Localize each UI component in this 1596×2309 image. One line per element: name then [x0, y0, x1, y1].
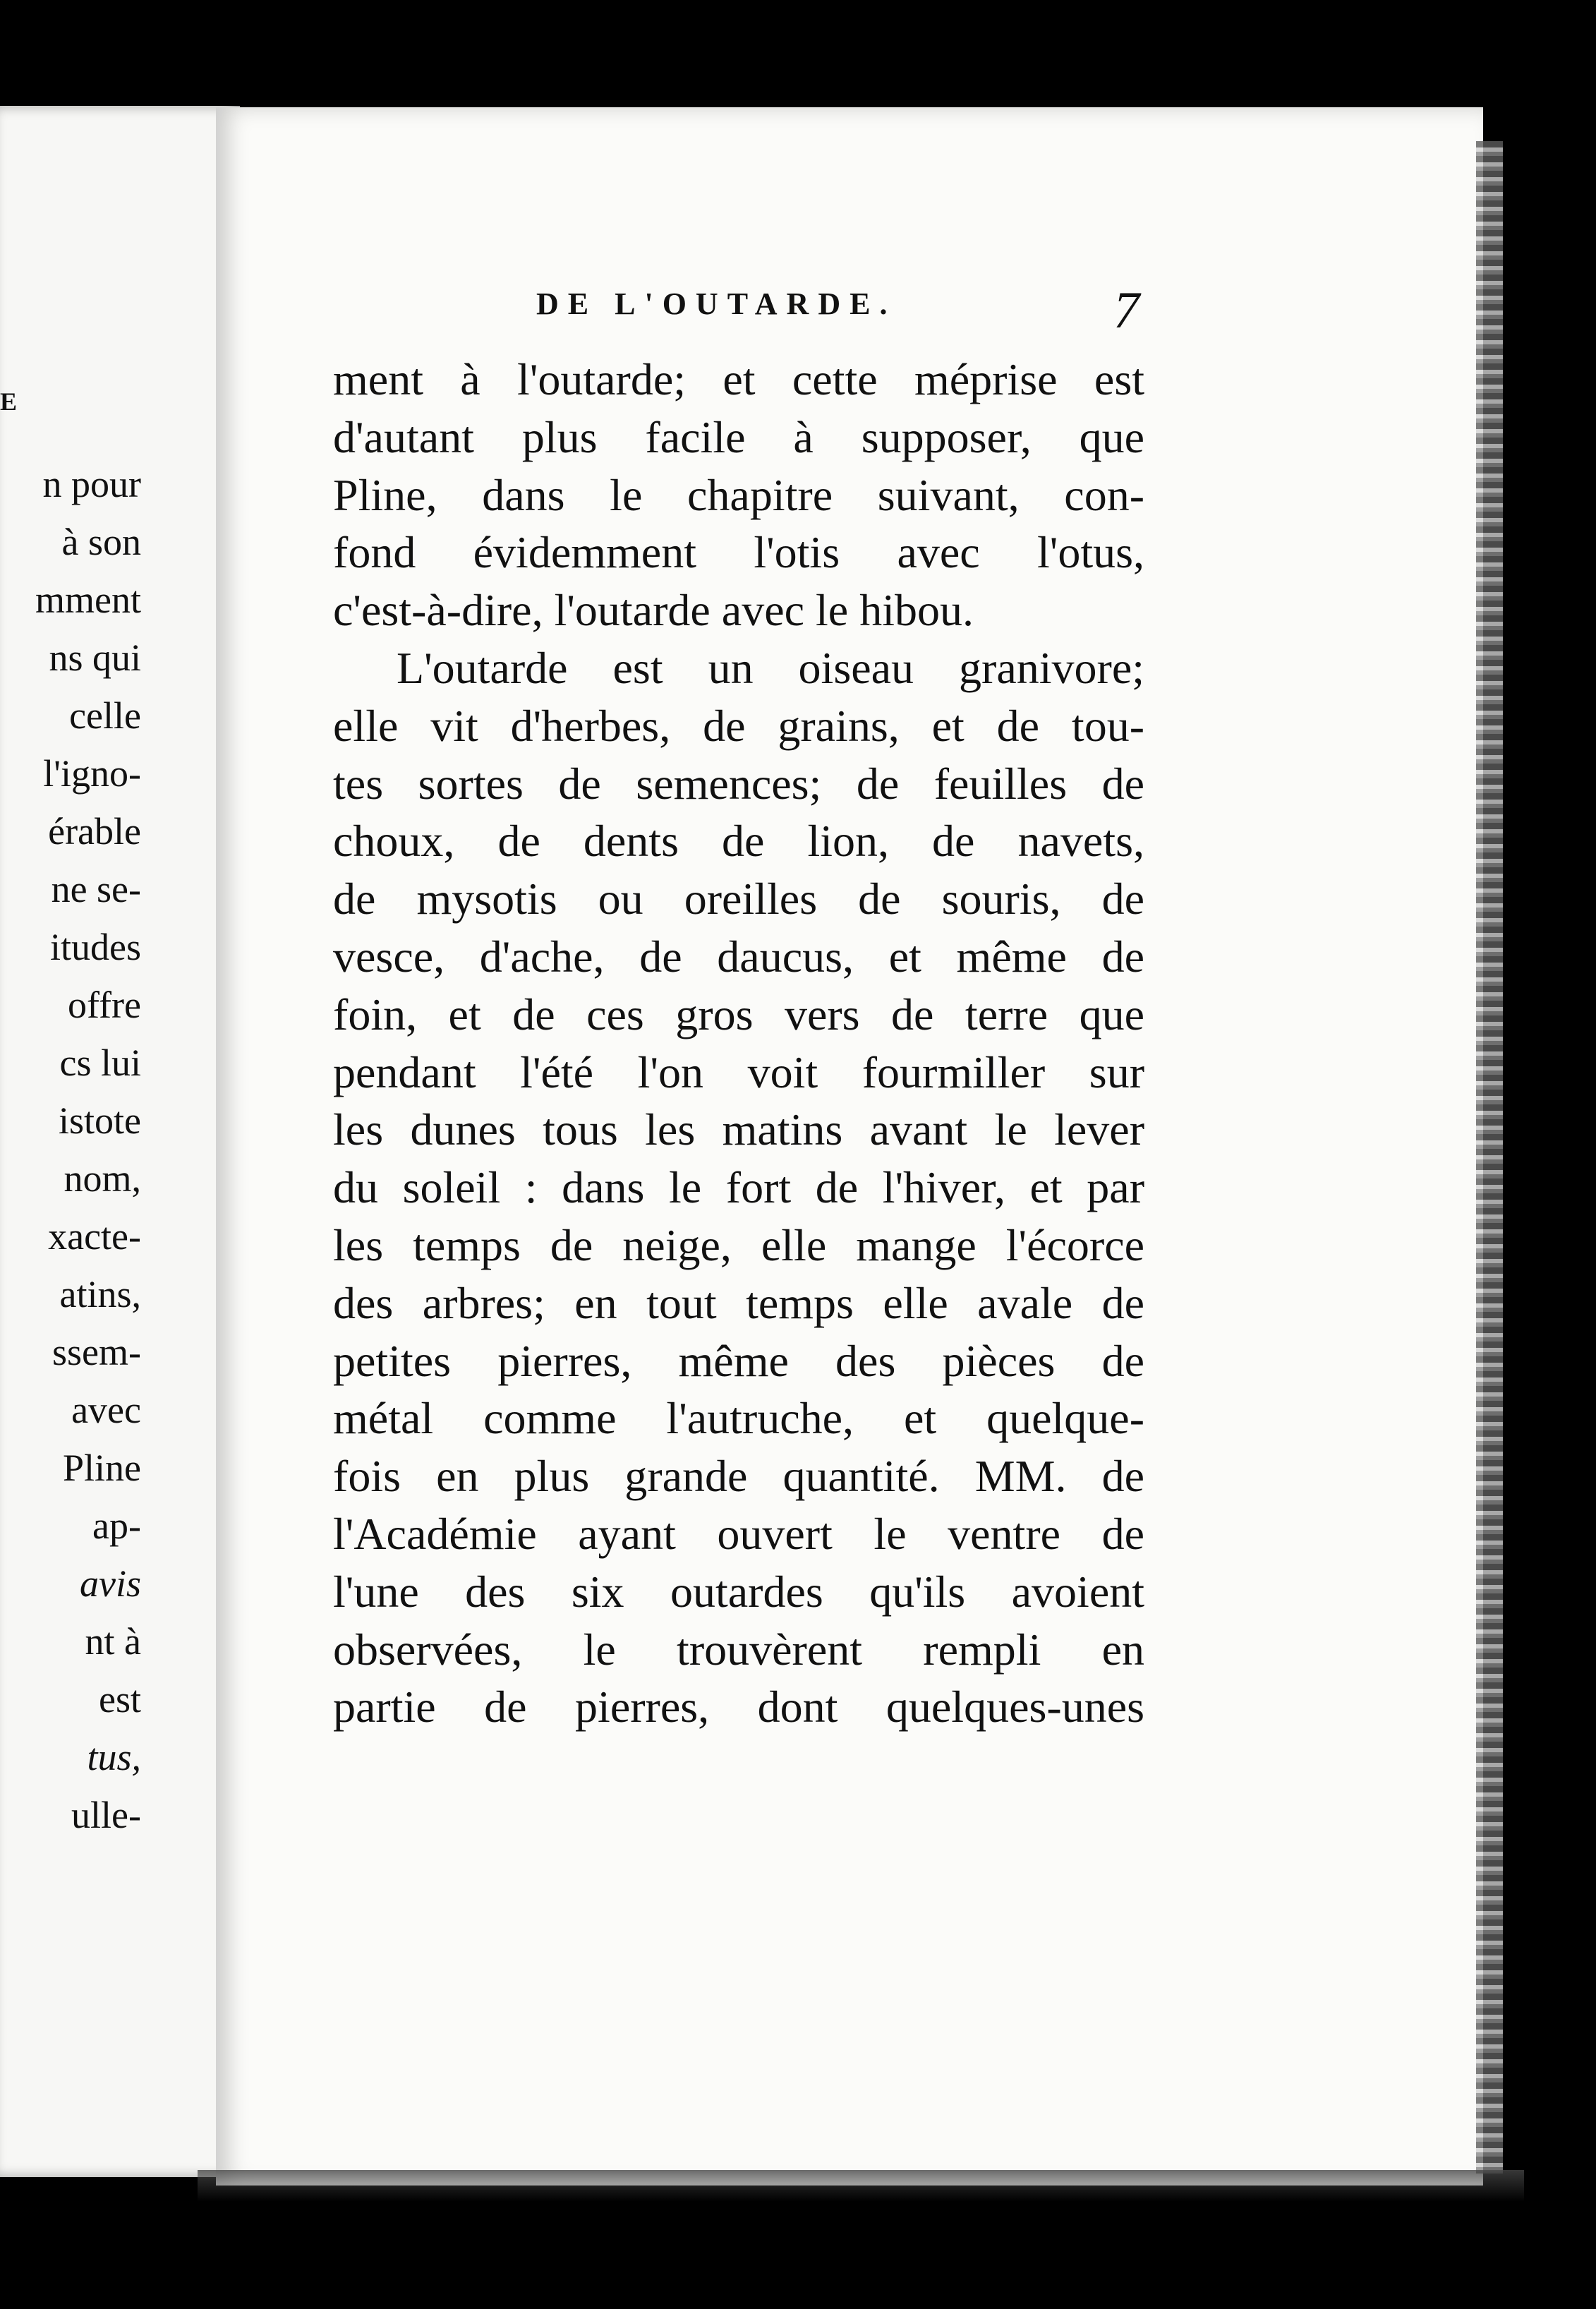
- text-line: vesce, d'ache, de daucus, et même de: [333, 931, 1144, 982]
- left-line: xacte-: [48, 1215, 141, 1258]
- left-line: Pline: [62, 1447, 141, 1489]
- text-line: de mysotis ou oreilles de souris, de: [333, 874, 1144, 924]
- text-line: des arbres; en tout temps elle avale de: [333, 1277, 1144, 1328]
- left-line: nom,: [64, 1157, 141, 1200]
- left-line: atins,: [59, 1273, 141, 1315]
- text-line: foin, et de ces gros vers de terre que: [333, 989, 1144, 1039]
- left-running-head-fragment: E: [0, 387, 19, 416]
- left-line: l'igno-: [43, 752, 141, 795]
- left-line: ns qui: [49, 637, 141, 679]
- page-edge: [1476, 141, 1503, 2174]
- text-line: l'une des six outardes qu'ils avoient: [333, 1566, 1144, 1617]
- left-line: nt à: [85, 1620, 141, 1663]
- text-line: L'outarde est un oiseau granivore;: [397, 642, 1144, 693]
- left-line: ulle-: [71, 1794, 141, 1836]
- text-line: Pline, dans le chapitre suivant, con-: [333, 469, 1144, 520]
- text-line: tes sortes de semences; de feuilles de: [333, 758, 1144, 809]
- left-line: offre: [68, 984, 141, 1026]
- page-number: 7: [1113, 282, 1139, 339]
- left-line: celle: [69, 694, 141, 737]
- page-bottom-shadow: [198, 2170, 1524, 2202]
- body-text: [333, 351, 1144, 1736]
- left-line: mment: [35, 579, 141, 621]
- left-page: [0, 106, 240, 2177]
- text-line: ment à l'outarde; et cette méprise est: [333, 354, 1144, 404]
- left-line: érable: [48, 810, 141, 852]
- text-line: fond évidemment l'otis avec l'otus,: [333, 527, 1144, 578]
- text-line: elle vit d'herbes, de grains, et de tou-: [333, 700, 1144, 751]
- left-line: n pour: [42, 463, 141, 505]
- text-line: c'est-à-dire, l'outarde avec le hibou.: [333, 585, 974, 636]
- text-line: partie de pierres, dont quelques-unes: [333, 1682, 1144, 1732]
- left-line: à son: [61, 521, 141, 563]
- left-line: cs lui: [59, 1042, 141, 1084]
- text-line: du soleil : dans le fort de l'hiver, et par: [333, 1162, 1144, 1213]
- left-line: ne se-: [51, 868, 141, 910]
- text-line: observées, le trouvèrent rempli en: [333, 1624, 1144, 1675]
- text-line: petites pierres, même des pièces de: [333, 1335, 1144, 1386]
- left-line: ap-: [92, 1505, 141, 1547]
- text-line: métal comme l'autruche, et quelque-: [333, 1393, 1144, 1444]
- left-line: itudes: [50, 926, 141, 968]
- text-line: les temps de neige, elle mange l'écorce: [333, 1219, 1144, 1270]
- left-page-text: [35, 455, 141, 1844]
- text-line: choux, de dents de lion, de navets,: [333, 816, 1144, 867]
- left-line: istote: [59, 1099, 141, 1142]
- left-line: ssem-: [52, 1331, 141, 1373]
- text-line: d'autant plus facile à supposer, que: [333, 411, 1144, 462]
- left-line: avec: [71, 1389, 141, 1431]
- left-line: tus,: [87, 1736, 141, 1778]
- text-line: pendant l'été l'on voit fourmiller sur: [333, 1047, 1144, 1097]
- left-line: avis: [80, 1562, 141, 1605]
- text-line: l'Académie ayant ouvert le ventre de: [333, 1508, 1144, 1559]
- left-line: est: [99, 1678, 141, 1720]
- running-head: DE L'OUTARDE.: [536, 287, 897, 321]
- text-line: fois en plus grande quantité. MM. de: [333, 1451, 1144, 1502]
- text-line: les dunes tous les matins avant le lever: [333, 1104, 1144, 1155]
